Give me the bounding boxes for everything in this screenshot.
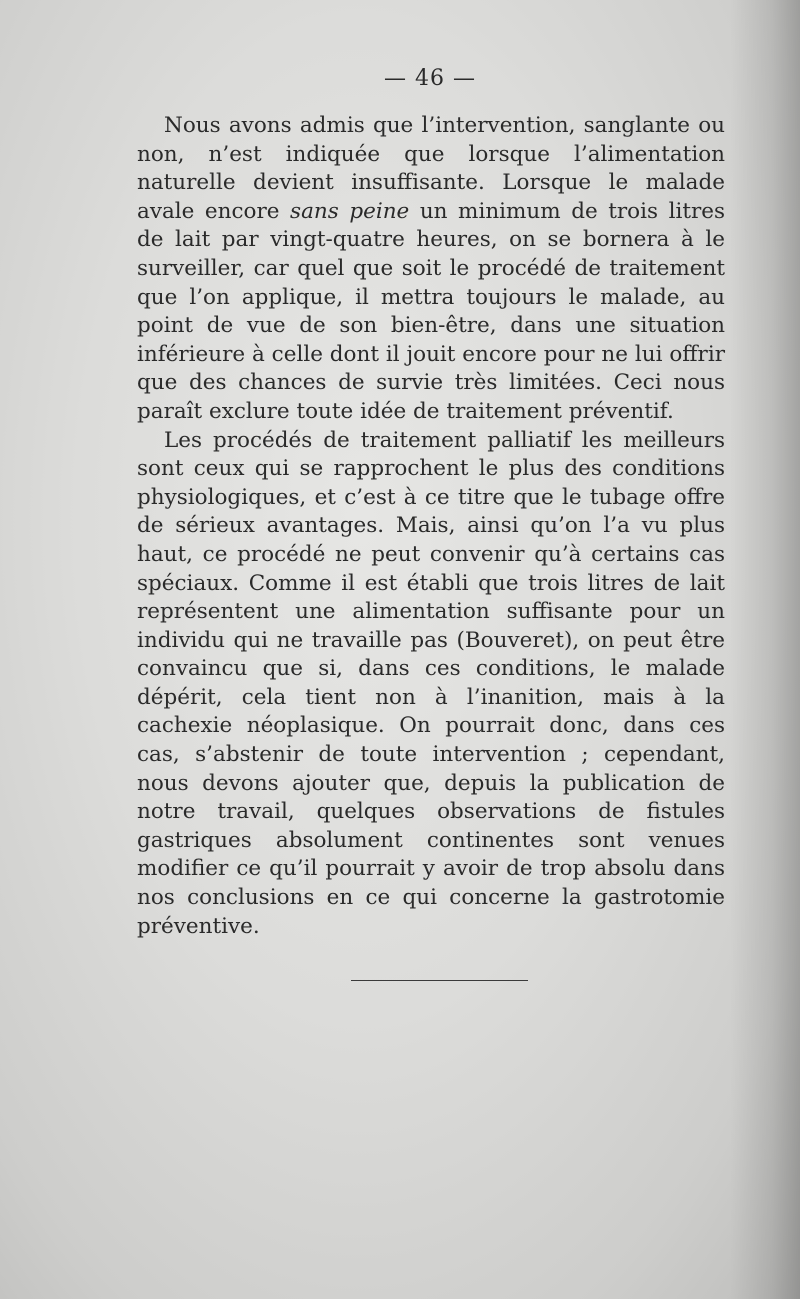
paragraph-1-start: Nous avons admis que l’intervention, sanglante ou non, n’est indiquée que lorsque l’alimentation naturelle devient insuffisante. Lorsque le malade avale encore <box>137 113 725 224</box>
body-text <box>137 112 725 941</box>
paragraph-1-end: un minimum de trois litres de lait par vingt-quatre heures, on se bornera à le surveiller, car quel que soit le procédé de traitement que l’on applique, il mettra toujours le malade, au point de vue de son bien-être, dans une situation inférieure à celle dont il jouit encore pour ne lui offrir que des chances de survie très limitées. Ceci nous paraît exclure toute idée de traitement préventif. <box>137 198 725 424</box>
paragraph-2: Les procédés de traitement palliatif les meilleurs sont ceux qui se rapprochent le plus des conditions physiologiques, et c’est à ce titre que le tubage offre de sérieux avantages. Mais, ainsi qu’on l’a vu plus haut, ce procédé ne peut convenir qu’à certains cas spéciaux. Comme il est établi que trois litres de lait représentent une alimentation suffisante pour un individu qui ne travaille pas (Bouveret), on peut être convaincu que si, dans ces conditions, le malade dépérit, cela tient non à l’inanition, mais à la cachexie néoplasique. On pourrait donc, dans ces cas, s’abstenir de toute intervention ; cependant, nous devons ajouter que, depuis la publication de notre travail, quelques observations de fistules gastriques absolument continentes sont venues modifier ce qu’il pourrait y avoir de trop absolu dans nos conclusions en ce qui concerne la gastrotomie préventive. <box>137 427 725 939</box>
section-end-rule <box>351 980 528 981</box>
page-number: — 46 — <box>384 66 476 91</box>
paragraph-1-emphasis: sans peine <box>290 198 410 224</box>
paragraph-1 <box>137 112 725 427</box>
